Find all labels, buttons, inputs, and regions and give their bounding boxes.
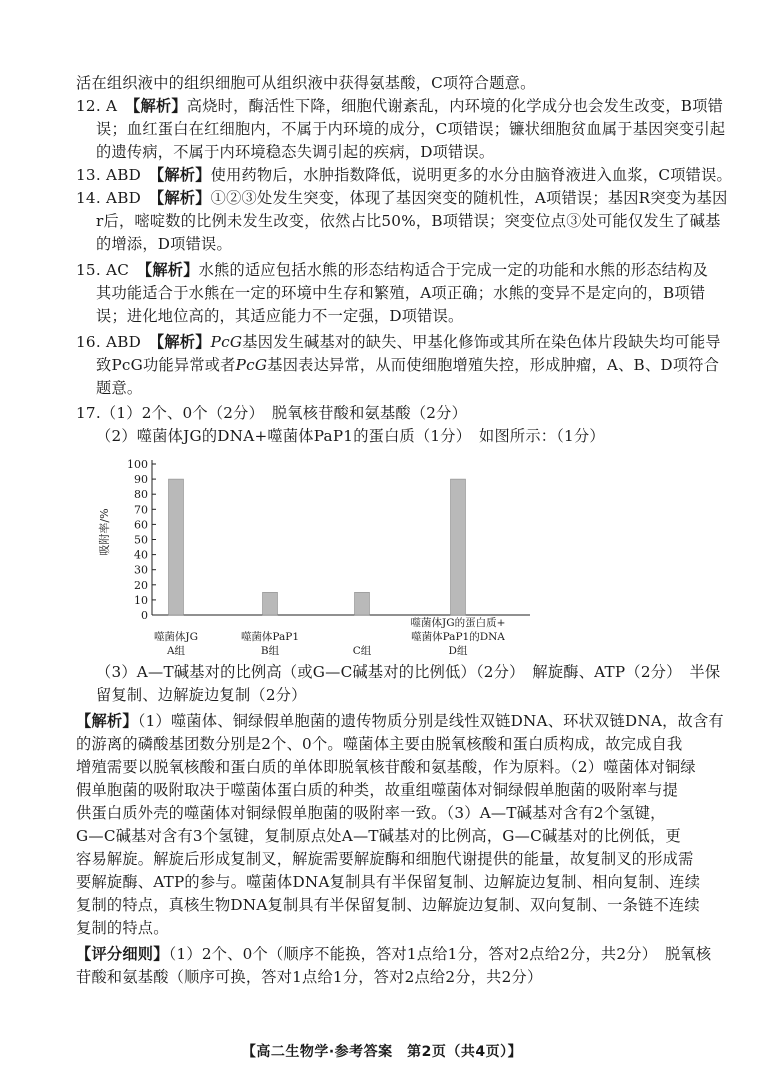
x-category-label: 噬菌体PaP1 xyxy=(240,631,300,643)
y-tick-label: 20 xyxy=(134,578,148,592)
y-tick-label: 100 xyxy=(127,458,148,471)
bar xyxy=(263,592,278,615)
y-tick-label: 70 xyxy=(134,503,148,517)
analysis-label: 【解析】 xyxy=(76,712,138,730)
question-16-line-1: 16. ABD 【解析】PcG基因发生碱基对的缺失、甲基化修饰或其所在染色体片段缺失均可能导 xyxy=(76,333,721,351)
x-category-label: 噬菌体PaP1的DNA xyxy=(411,631,505,643)
x-category-label: B组 xyxy=(260,645,280,657)
y-axis xyxy=(127,458,530,622)
y-tick-label: 30 xyxy=(134,563,148,577)
scoring-rules-label: 【评分细则】 xyxy=(76,945,169,963)
question-17-part-2: （2）噬菌体JG的DNA+噬菌体PaP1的蛋白质（1分） 如图所示：（1分） xyxy=(96,427,605,445)
y-tick-label: 50 xyxy=(134,533,148,547)
x-category-label: D组 xyxy=(448,645,468,657)
question-15-line-1: 15. AC 【解析】水熊的适应包括水熊的形态结构适合于完成一定的功能和水熊的形态结构及 xyxy=(76,261,709,279)
y-tick-label: 60 xyxy=(134,518,148,532)
analysis-label: 【解析】 xyxy=(156,333,211,351)
bar xyxy=(169,479,184,615)
question-number: 13. ABD xyxy=(76,166,142,184)
answer-line: 误；进化地位高的，其适应能力不一定强，D项错误。 xyxy=(96,307,464,325)
bar xyxy=(355,592,370,615)
question-number: 16. ABD xyxy=(76,333,142,351)
question-13-line-1: 13. ABD 【解析】使用药物后，水肿指数降低，说明更多的水分由脑脊液进入血浆，C项错误。 xyxy=(76,166,732,184)
explanation-line: 供蛋白质外壳的噬菌体对铜绿假单胞菌的吸附率一致。（3）A—T碱基对含有2个氢键， xyxy=(76,804,666,822)
x-category-label: 噬菌体JG的蛋白质+ xyxy=(410,617,506,629)
x-category-label: 噬菌体JG xyxy=(153,631,199,643)
answer-line: r后，嘧啶数的比例未发生改变，依然占比50%，B项错误；突变位点③处可能仅发生了碱基 xyxy=(96,212,721,230)
explanation-line: 要解旋酶、ATP的参与。噬菌体DNA复制具有半保留复制、边解旋边复制、相向复制、连续 xyxy=(76,873,701,891)
answer-line: 误；血红蛋白在红细胞内，不属于内环境的成分，C项错误；镰状细胞贫血属于基因突变引起 xyxy=(96,120,726,138)
scoring-rules-line-1: 【评分细则】（1）2个、0个（顺序不能换，答对1点给1分，答对2点给2分，共2分） 脱氧核 xyxy=(76,945,712,963)
page-footer: 【高二生物学·参考答案 第2页（共4页）】 xyxy=(241,1044,523,1060)
question-16-line-2: 致PcG功能异常或者PcG基因表达异常，从而使细胞增殖失控，形成肿瘤，A、B、D项符合 xyxy=(96,356,720,374)
y-axis-label: 吸附率/% xyxy=(98,508,111,556)
bar xyxy=(451,479,466,615)
adsorption-rate-bar-chart xyxy=(98,450,550,660)
y-tick-label: 10 xyxy=(134,593,148,607)
analysis-label: 【解析】 xyxy=(156,166,211,184)
question-number: 14. ABD xyxy=(76,189,142,207)
explanation-line: 复制的特点，真核生物DNA复制具有半保留复制、边解旋边复制、双向复制、一条链不连续 xyxy=(76,896,700,914)
explanation-line-1: 【解析】（1）噬菌体、铜绿假单胞菌的遗传物质分别是线性双链DNA、环状双链DNA，故含有 xyxy=(76,712,724,730)
question-number: 12. A xyxy=(76,97,118,115)
footer-text: 高二生物学·参考答案 第2页（共4页） xyxy=(256,1044,508,1060)
y-tick-label: 80 xyxy=(134,488,148,502)
question-17-part-3-line-1: （3）A—T碱基对的比例高（或G—C碱基对的比例低）（2分） 解旋酶、ATP（2分） 半保 xyxy=(96,663,721,681)
x-axis-labels xyxy=(154,616,506,657)
question-number: 15. AC xyxy=(76,261,130,279)
explanation-line: G—C碱基对含有3个氢键，复制原点处A—T碱基对的比例高，G—C碱基对的比例低，更 xyxy=(76,827,681,845)
analysis-label: 【解析】 xyxy=(144,261,199,279)
y-tick-label: 0 xyxy=(141,609,148,622)
x-category-label: C组 xyxy=(352,645,372,657)
answer-line: 题意。 xyxy=(96,379,143,397)
explanation-line: 假单胞菌的吸附取决于噬菌体蛋白质的种类，故重组噬菌体对铜绿假单胞菌的吸附率与提 xyxy=(76,781,679,799)
question-12-line-1: 12. A 【解析】高烧时，酶活性下降，细胞代谢紊乱，内环境的化学成分也会发生改变，B项错 xyxy=(76,97,724,115)
explanation-line: 容易解旋。解旋后形成复制叉，解旋需要解旋酶和细胞代谢提供的能量，故复制叉的形成需 xyxy=(76,850,694,868)
x-category-label: A组 xyxy=(166,645,186,657)
question-17-part-3-line-2: 留复制、边解旋边复制（2分） xyxy=(96,686,307,704)
answer-line: 活在组织液中的组织细胞可从组织液中获得氨基酸，C项符合题意。 xyxy=(76,74,536,92)
question-14-line-1: 14. ABD 【解析】①②③处发生突变，体现了基因突变的随机性，A项错误；基因R突变为基因 xyxy=(76,189,728,207)
analysis-label: 【解析】 xyxy=(156,189,211,207)
answer-line: 的增添，D项错误。 xyxy=(96,235,232,253)
y-tick-label: 90 xyxy=(134,473,148,487)
bars xyxy=(169,479,466,615)
explanation-line: 增殖需要以脱氧核酸和蛋白质的单体即脱氧核苷酸和氨基酸，作为原料。（2）噬菌体对铜绿 xyxy=(76,758,696,776)
explanation-line: 复制的特点。 xyxy=(76,919,169,937)
analysis-label: 【解析】 xyxy=(132,97,187,115)
answer-line: 其功能适合于水熊在一定的环境中生存和繁殖，A项正确；水熊的变异不是定向的，B项错 xyxy=(96,284,706,302)
question-17-part-1: 17.（1）2个、0个（2分） 脱氧核苷酸和氨基酸（2分） xyxy=(76,404,468,422)
explanation-line: 的游离的磷酸基团数分别是2个、0个。噬菌体主要由脱氧核酸和蛋白质构成，故完成自我 xyxy=(76,735,683,753)
scoring-rules-line-2: 苷酸和氨基酸（顺序可换，答对1点给1分，答对2点给2分，共2分） xyxy=(76,968,543,986)
y-tick-label: 40 xyxy=(134,548,148,562)
answer-line: 的遗传病，不属于内环境稳态失调引起的疾病，D项错误。 xyxy=(96,143,495,161)
